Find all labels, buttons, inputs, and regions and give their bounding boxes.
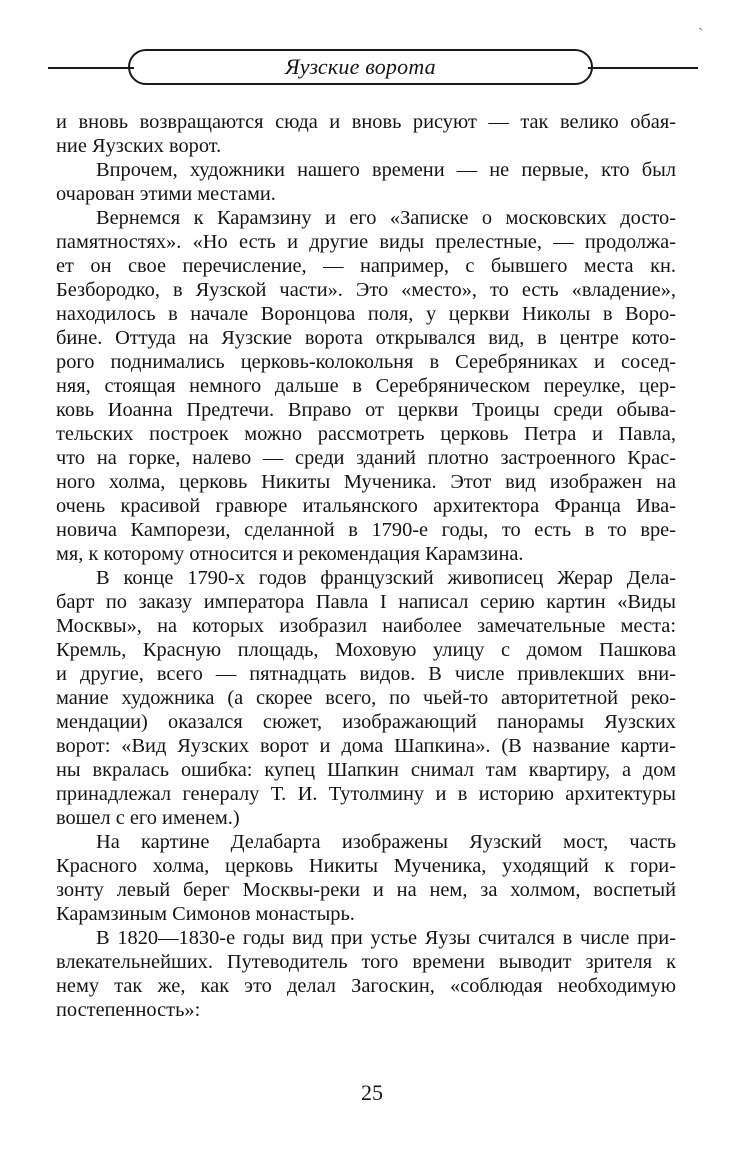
text-line: и другие, всего — пятнадцать видов. В числе привлекших вни- (56, 663, 676, 685)
text-line: влекательнейших. Путеводитель того времени выводит зрителя к (56, 951, 676, 973)
paragraph (56, 206, 676, 566)
text-line: находилось в начале Воронцова поля, у церкви Николы в Воро- (56, 303, 676, 325)
text-line: мание художника (а скорее всего, по чьей-то авторитетной реко- (56, 687, 676, 709)
text-line: очарован этими местами. (56, 183, 276, 205)
text-line: принадлежал генералу Т. И. Тутолмину и в историю архитектуры (56, 783, 676, 805)
paragraph (56, 566, 676, 830)
paragraph (56, 830, 676, 926)
text-line: рого поднимались церковь-колокольня в Серебряниках и сосед- (56, 351, 676, 373)
text-line: Кремль, Красную площадь, Моховую улицу с домом Пашкова (56, 639, 676, 661)
text-line: мендации) оказался сюжет, изображающий панорамы Яузских (56, 711, 676, 733)
text-line: бине. Оттуда на Яузские ворота открывался вид, в центре кото- (56, 327, 676, 349)
text-line: В 1820—1830-е годы вид при устье Яузы считался в числе при- (96, 927, 676, 949)
text-line: Москвы», на которых изобразил наиболее замечательные места: (56, 615, 676, 637)
text-line: и вновь возвращаются сюда и вновь рисуют — так велико обая- (56, 111, 676, 133)
text-line: тельских построек можно рассмотреть церковь Петра и Павла, (56, 423, 676, 445)
text-line: новича Кампорези, сделанной в 1790-е годы, то есть в то вре- (56, 519, 676, 541)
text-line: барт по заказу императора Павла I написал серию картин «Виды (56, 591, 676, 613)
text-line: зонту левый берег Москвы-реки и на нем, за холмом, воспетый (56, 879, 676, 901)
text-line: Вернемся к Карамзину и его «Записке о московских досто- (96, 207, 676, 229)
paragraph (56, 926, 676, 1022)
text-line: В конце 1790-х годов французский живописец Жерар Дела- (96, 567, 676, 589)
page-number: 25 (361, 1080, 383, 1105)
text-line: Безбородко, в Яузской части». Это «место», то есть «владение», (56, 279, 676, 301)
text-line: ны вкралась ошибка: купец Шапкин снимал там квартиру, а дом (56, 759, 676, 781)
paragraph (56, 158, 676, 206)
scan-corner-mark: ` (698, 26, 704, 43)
header-rule-left (48, 67, 134, 69)
text-line: На картине Делабарта изображены Яузский мост, часть (96, 831, 676, 853)
text-line: мя, к которому относится и рекомендация Карамзина. (56, 543, 524, 565)
text-line: ковь Иоанна Предтечи. Вправо от церкви Троицы среди обыва- (56, 399, 676, 421)
text-line: ние Яузских ворот. (56, 135, 222, 157)
paragraph (56, 110, 676, 158)
text-line: Впрочем, художники нашего времени — не первые, кто был (96, 159, 676, 181)
text-line: памятностях». «Но есть и другие виды прелестные, — продолжа- (56, 231, 676, 253)
header-title-frame (128, 49, 593, 85)
text-line: вошел с его именем.) (56, 807, 240, 829)
text-line: ет он свое перечисление, — например, с бывшего места кн. (56, 255, 676, 277)
text-line: няя, стоящая немного дальше в Серебряническом переулке, цер- (56, 375, 676, 397)
header-rule-right (588, 67, 698, 69)
text-line: нему так же, как это делал Загоскин, «соблюдая необходимую (56, 975, 676, 997)
text-line: очень красивой гравюре итальянского архитектора Франца Ива- (56, 495, 676, 517)
text-line: Красного холма, церковь Никиты Мученика, уходящий к гори- (56, 855, 676, 877)
running-header-title: Яузские ворота (285, 54, 436, 79)
text-line: ворот: «Вид Яузских ворот и дома Шапкина». (В название карти- (56, 735, 676, 757)
text-line: что на горке, налево — среди зданий плотно застроенного Крас- (56, 447, 676, 469)
running-header (48, 46, 698, 90)
text-line: постепенность»: (56, 999, 201, 1021)
body-text (56, 110, 676, 1022)
text-line: ного холма, церковь Никиты Мученика. Этот вид изображен на (56, 471, 676, 493)
text-line: Карамзиным Симонов монастырь. (56, 903, 355, 925)
